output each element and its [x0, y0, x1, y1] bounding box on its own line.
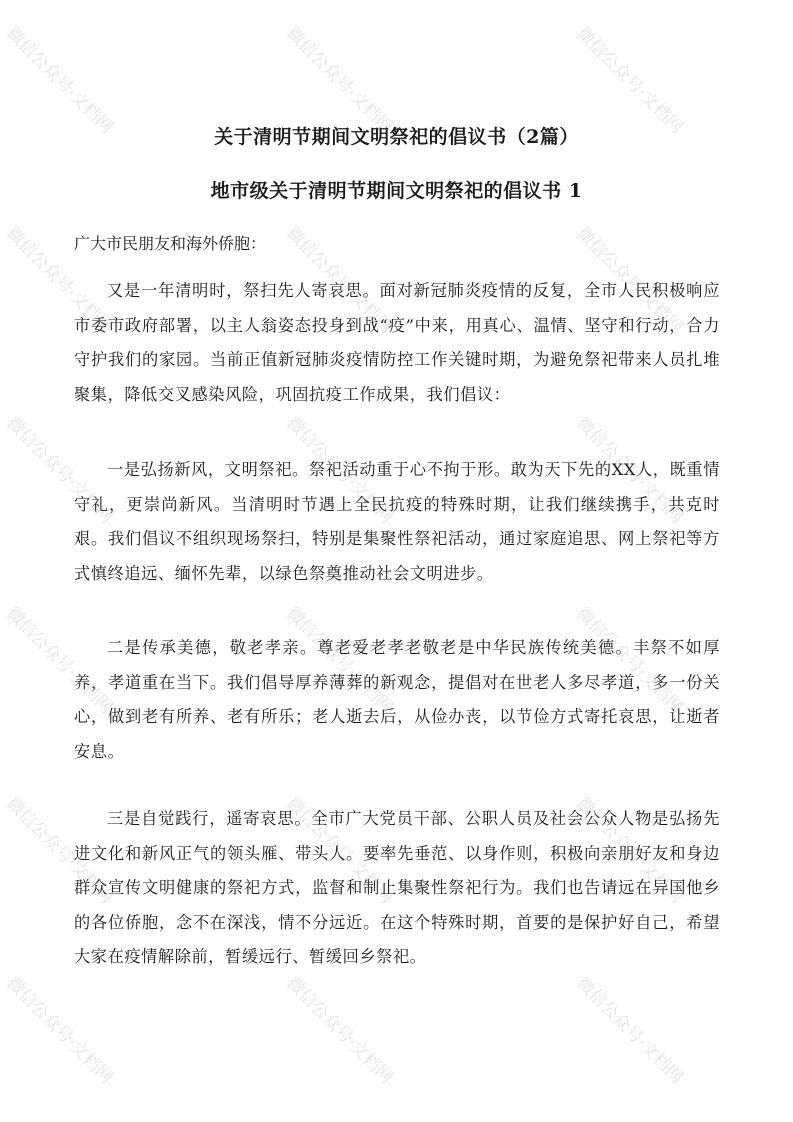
watermark-text: 微信公众号·文档网 — [572, 793, 687, 908]
watermark-text: 微信公众号·文档网 — [2, 413, 117, 528]
watermark-text: 微信公众号·文档网 — [2, 973, 117, 1088]
paragraph-3: 二是传承美德，敬老孝亲。尊老爱老孝老敬老是中华民族传统美德。丰祭不如厚养，孝道重在当下。我们倡导厚养薄葬的新观念，提倡对在世老人多尽孝道，多一份关心，做到老有所养、老有所乐；老人逝去后，从俭办丧，以节俭方式寄托哀思，让逝者安息。 — [74, 638, 720, 761]
watermark-text: 微信公众号·文档网 — [572, 23, 687, 138]
salutation: 广大市民朋友和海外侨胞： — [74, 234, 267, 253]
watermark-text: 微信公众号·文档网 — [282, 973, 397, 1088]
watermark-text: 微信公众号·文档网 — [2, 603, 117, 718]
watermark-text: 微信公众号·文档网 — [2, 223, 117, 338]
watermark-text: 微信公众号·文档网 — [2, 793, 117, 908]
watermark-text: 微信公众号·文档网 — [282, 603, 397, 718]
watermark-text: 微信公众号·文档网 — [282, 793, 397, 908]
document-subtitle: 地市级关于清明节期间文明祭祀的倡议书 1 — [210, 180, 583, 202]
paragraph-4: 三是自觉践行，遥寄哀思。全市广大党员干部、公职人员及社会公众人物是弘扬先进文化和新风正气的领头雁、带头人。要率先垂范、以身作则，积极向亲朋好友和身边群众宣传文明健康的祭祀方式，监督和制止集聚性祭祀行为。我们也告请远在异国他乡的各位侨胞，念不在深浅，情不分远近。在这个特殊时期，首要的是保护好自己，希望大家在疫情解除前，暂缓远行、暂缓回乡祭祀。 — [74, 809, 720, 966]
watermark-text: 微信公众号·文档网 — [282, 413, 397, 528]
watermark-text: 微信公众号·文档网 — [572, 223, 687, 338]
paragraph-1: 又是一年清明时，祭扫先人寄哀思。面对新冠肺炎疫情的反复，全市人民积极响应市委市政府部署，以主人翁姿态投身到战“疫”中来，用真心、温情、坚守和行动，合力守护我们的家园。当前正值新冠肺炎疫情防控工作关键时期，为避免祭祀带来人员扎堆聚集，降低交叉感染风险，巩固抗疫工作成果，我们倡议： — [74, 281, 720, 404]
watermark-text: 微信公众号·文档网 — [572, 603, 687, 718]
watermark-text: 微信公众号·文档网 — [282, 23, 397, 138]
paragraph-2: 一是弘扬新风，文明祭祀。祭祀活动重于心不拘于形。敢为天下先的XX人，既重情守礼，更崇尚新风。当清明时节遇上全民抗疫的特殊时期，让我们继续携手，共克时艰。我们倡议不组织现场祭扫，特别是集聚性祭祀活动，通过家庭追思、网上祭祀等方式慎终追远、缅怀先辈，以绿色祭奠推动社会文明进步。 — [74, 460, 720, 583]
watermark-text: 微信公众号·文档网 — [282, 223, 397, 338]
watermark-text: 微信公众号·文档网 — [572, 413, 687, 528]
watermark-text: 微信公众号·文档网 — [2, 23, 117, 138]
document-title: 关于清明节期间文明祭祀的倡议书（2篇） — [214, 126, 579, 148]
watermark-text: 微信公众号·文档网 — [572, 973, 687, 1088]
